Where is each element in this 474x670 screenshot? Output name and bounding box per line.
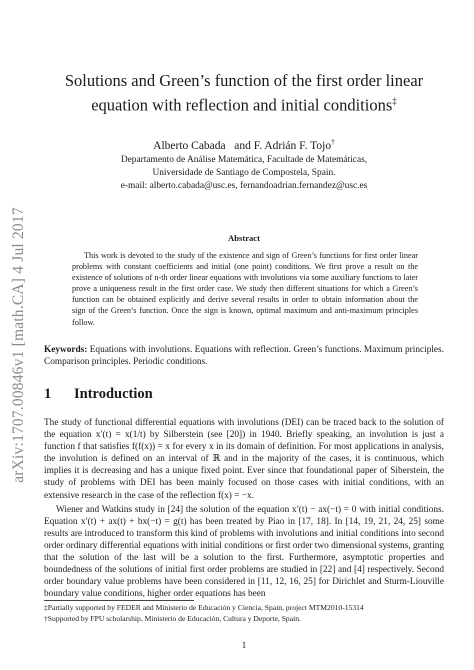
author-2: F. Adrián F. Tojo bbox=[253, 139, 332, 152]
title-line-1: Solutions and Green’s function of the first order linear bbox=[64, 71, 424, 90]
footnote-2: †Supported by FPU scholarship, Ministerio de Educación, Cultura y Deporte, Spain. bbox=[44, 613, 301, 623]
body-paragraph-1: The study of functional differential equations with involutions (DEI) can be traced back to the solution of the equation x′(t) = x(1/t) by Silberstein (see [20]) in 1940. Briefly speaking, an involution is just a function f that satisfies f(f(x)) = x for every x in its domain of definition. For most applications in analysis, the involution is defined on an interval of ℝ and in the majority of the cases, it is continuous, which implies it is decreasing and has a unique fixed point. Ever since that foundational paper of Siberstein, the study of problems with DEI has been mainly focused on those cases with initial conditions, with an extensive research in the case of the reflection f(x) = −x. bbox=[44, 418, 444, 501]
affiliation-line-2: Universidade de Santiago de Compostela, Spain. bbox=[152, 168, 336, 179]
keywords-block bbox=[44, 344, 444, 369]
paper-title bbox=[44, 70, 444, 116]
author-separator: and bbox=[234, 139, 251, 152]
abstract-text: This work is devoted to the study of the existence and sign of Green’s functions for first order linear problems with constant coefficients and initial (one point) conditions. We first prove a result on the existence of solutions of n-th order linear equations with involutions via some auxiliary functions to later prove a uniqueness result in the first order case. We study then different situations for which a Green’s function can be obtained explicitly and derive several results in order to obtain information about the sign of the Green’s function. Once the sign is known, optimal maximum and anti-maximum principles follow. bbox=[72, 251, 418, 327]
body-paragraph-2: Wiener and Watkins study in [24] the solution of the equation x′(t) − ax(−t) = 0 with initial conditions. Equation x′(t) + ax(t) + bx(−t) = g(t) has been treated by Piao in [17, 18]. In [14, 19, 21, 24, 25] some results are introduced to transform this kind of problems with involutions and initial conditions into second order ordinary differential equations with initial conditions or first order two dimensional systems, granting that the solution of the last will be a solution to the first. Furthermore, asymptotic properties and boundedness of the solutions of initial first order problems are studied in [22] and [4] respectively. Second order boundary value problems have been considered in [11, 12, 16, 25] for Dirichlet and Sturm-Liouville boundary value conditions, higher order equations has been bbox=[44, 504, 444, 600]
title-footnote-mark: ‡ bbox=[392, 96, 397, 106]
affiliation-line-1: Departamento de Análise Matemática, Facultade de Matemáticas, bbox=[120, 155, 368, 165]
section-number: 1 bbox=[44, 386, 52, 402]
arxiv-id-text: arXiv:1707.00846v1 [math.CA] 4 Jul 2017 bbox=[10, 207, 27, 483]
keywords-label: Keywords: bbox=[44, 345, 88, 355]
author-1: Alberto Cabada bbox=[153, 139, 226, 152]
section-heading bbox=[44, 386, 444, 403]
page-number: 1 bbox=[241, 641, 247, 651]
affiliation-email: e-mail: alberto.cabada@usc.es, fernandoadrian.fernandez@usc.es bbox=[120, 181, 368, 192]
abstract-heading: Abstract bbox=[228, 233, 260, 243]
abstract-block bbox=[72, 250, 418, 328]
footnotes bbox=[44, 603, 444, 624]
author-list bbox=[44, 137, 444, 152]
affiliation bbox=[44, 154, 444, 194]
arxiv-identifier-stamp bbox=[6, 190, 32, 500]
author-2-footnote-mark: † bbox=[331, 137, 335, 146]
footnote-rule bbox=[44, 600, 194, 601]
keywords-text: Equations with involutions. Equations with reflection. Green’s functions. Maximum principles. Comparison principles. Periodic conditions. bbox=[44, 345, 444, 368]
title-line-2 bbox=[44, 91, 444, 116]
section-title: Introduction bbox=[74, 386, 153, 402]
title-line-2-text: equation with reflection and initial conditions bbox=[91, 95, 393, 115]
footnote-1: ‡Partially supported by FEDER and Ministerio de Educación y Ciencia, Spain, project MTM2010-15314 bbox=[44, 603, 364, 612]
body-text bbox=[44, 417, 444, 600]
